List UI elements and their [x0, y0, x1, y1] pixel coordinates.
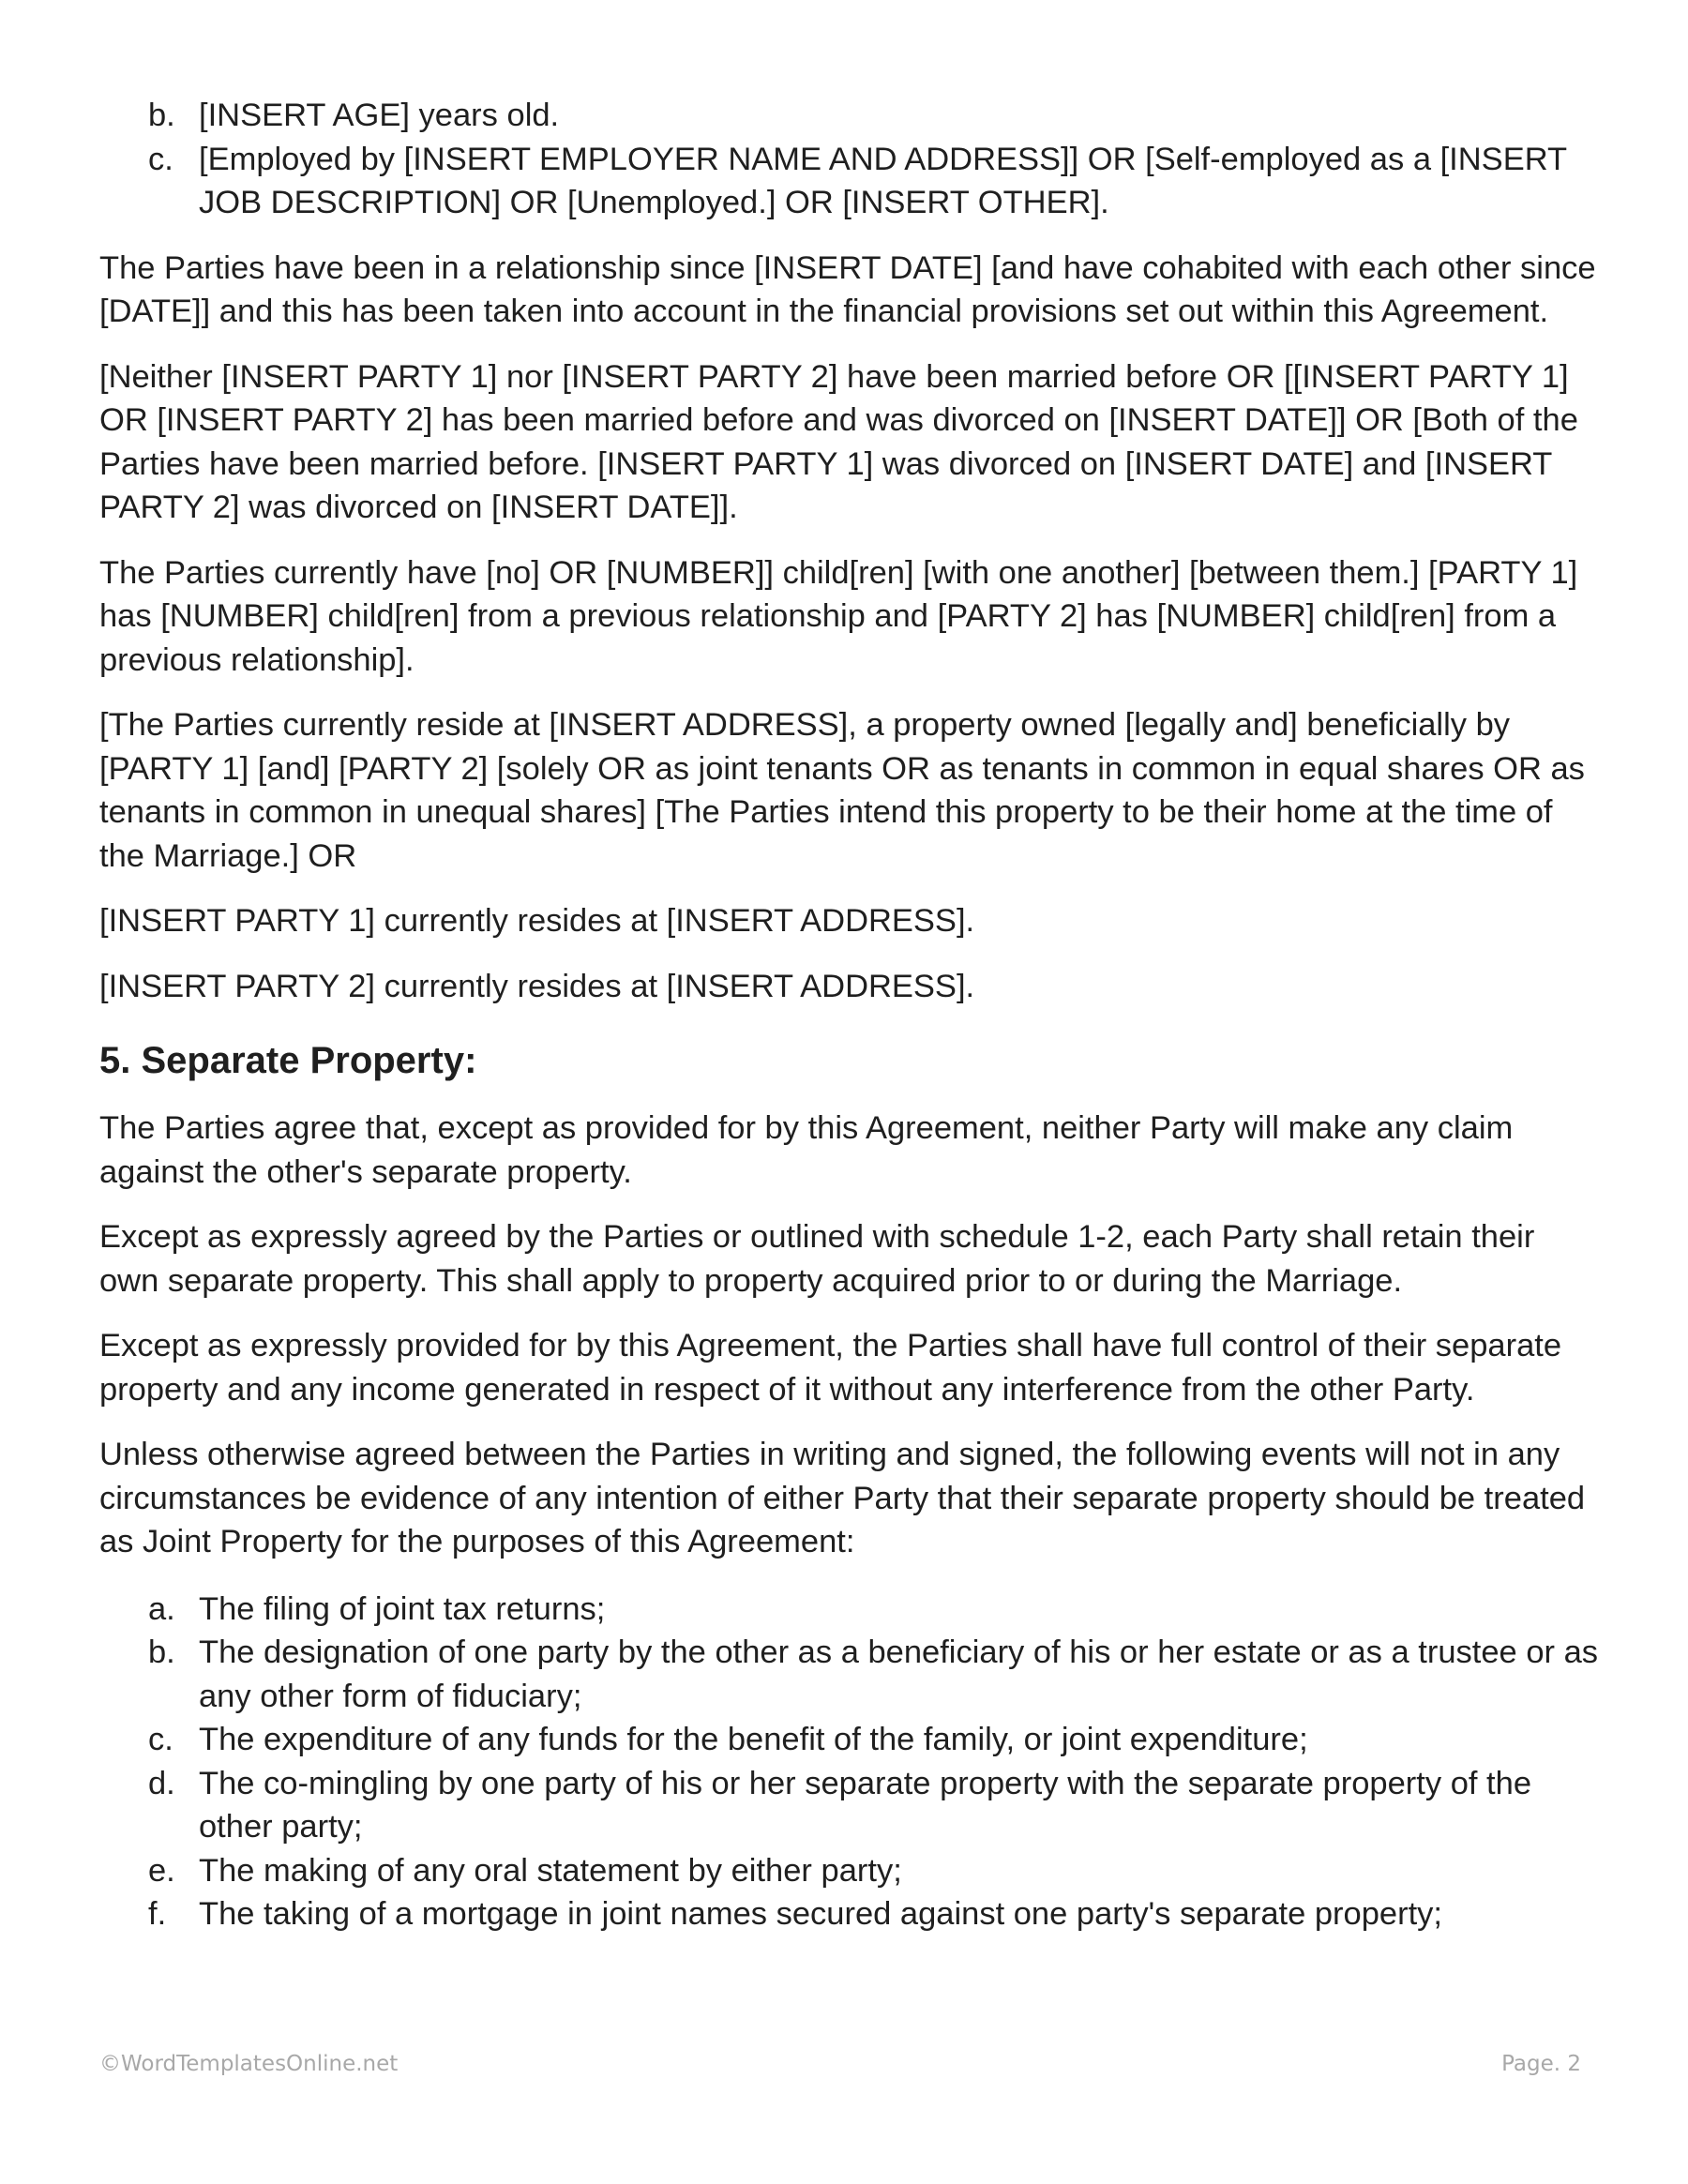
list-item	[99, 1588, 1600, 1632]
list-marker: c.	[148, 1722, 173, 1757]
footer-page-number: Page. 2	[1501, 2052, 1581, 2076]
paragraph-residence: [The Parties currently reside at [INSERT ADDRESS], a property owned [legally and] beneficially by [PARTY 1] [and] [PARTY 2] [solely OR as joint tenants OR as tenants in common in equal shares OR as tenants in common in unequal shares] [The Parties intend this property to be their home at the time of the Marriage.] OR	[99, 707, 1585, 874]
document-page	[99, 94, 1600, 1936]
list-item-text: [INSERT AGE] years old.	[199, 98, 560, 133]
paragraph-unless-agreed: Unless otherwise agreed between the Parties in writing and signed, the following events will not in any circumstances be evidence of any intention of either Party that their separate property should be treated as Joint Property for the purposes of this Agreement:	[99, 1437, 1586, 1559]
list-item-text: The expenditure of any funds for the benefit of the family, or joint expenditure;	[199, 1722, 1308, 1757]
footer-copyright: ©WordTemplatesOnline.net	[99, 2052, 399, 2076]
list-item-text: [Employed by [INSERT EMPLOYER NAME AND ADDRESS]] OR [Self-employed as a [INSERT JOB DESCRIPTION] OR [Unemployed.] OR [INSERT OTHER].	[199, 141, 1567, 220]
events-list	[99, 1588, 1600, 1936]
list-item-text: The co-mingling by one party of his or her separate property with the separate property of the other party;	[199, 1765, 1532, 1845]
list-item-text: The filing of joint tax returns;	[199, 1590, 606, 1627]
paragraph-children: The Parties currently have [no] OR [NUMBER]] child[ren] [with one another] [between them.] [PARTY 1] has [NUMBER] child[ren] from a previous relationship and [PARTY 2] has [NUMBER] child[ren] from a previous relationship].	[99, 554, 1578, 678]
list-item	[99, 94, 1600, 138]
paragraph-marriage-history: [Neither [INSERT PARTY 1] nor [INSERT PARTY 2] have been married before OR [[INSERT PARTY 1] OR [INSERT PARTY 2] has been married before and was divorced on [INSERT DATE]] OR [Both of the Parties have been married before. [INSERT PARTY 1] was divorced on [INSERT DATE] and [INSERT PARTY 2] was divorced on [INSERT DATE]].	[99, 358, 1578, 525]
list-marker: f.	[148, 1896, 167, 1932]
list-item	[99, 1892, 1600, 1936]
list-item-text: The taking of a mortgage in joint names secured against one party's separate property;	[199, 1896, 1443, 1932]
section-heading: 5. Separate Property:	[99, 1040, 477, 1081]
list-marker: b.	[148, 98, 175, 133]
list-item	[99, 138, 1600, 225]
list-marker: e.	[148, 1852, 175, 1889]
continued-list	[99, 94, 1600, 225]
list-item	[99, 1849, 1600, 1893]
list-marker: c.	[148, 141, 173, 177]
paragraph-retain-property: Except as expressly agreed by the Parties or outlined with schedule 1-2, each Party shall retain their own separate property. This shall apply to property acquired prior to or during the Marriage.	[99, 1219, 1535, 1299]
paragraph-party2-residence: [INSERT PARTY 2] currently resides at [INSERT ADDRESS].	[99, 968, 975, 1004]
list-item	[99, 1718, 1600, 1762]
list-marker: d.	[148, 1765, 175, 1801]
list-item	[99, 1762, 1600, 1849]
list-item-text: The making of any oral statement by either party;	[199, 1852, 902, 1889]
list-marker: a.	[148, 1590, 175, 1627]
paragraph-relationship: The Parties have been in a relationship since [INSERT DATE] [and have cohabited with each other since [DATE]] and this has been taken into account in the financial provisions set out within this Agreement.	[99, 249, 1596, 329]
paragraph-full-control: Except as expressly provided for by this Agreement, the Parties shall have full control of their separate property and any income generated in respect of it without any interference from the other Party.	[99, 1328, 1562, 1408]
paragraph-party1-residence: [INSERT PARTY 1] currently resides at [INSERT ADDRESS].	[99, 903, 975, 939]
list-item	[99, 1631, 1600, 1718]
list-marker: b.	[148, 1634, 175, 1670]
list-item-text: The designation of one party by the other as a beneficiary of his or her estate or as a trustee or as any other form of fiduciary;	[199, 1634, 1599, 1714]
paragraph-no-claim: The Parties agree that, except as provided for by this Agreement, neither Party will make any claim against the other's separate property.	[99, 1110, 1514, 1190]
